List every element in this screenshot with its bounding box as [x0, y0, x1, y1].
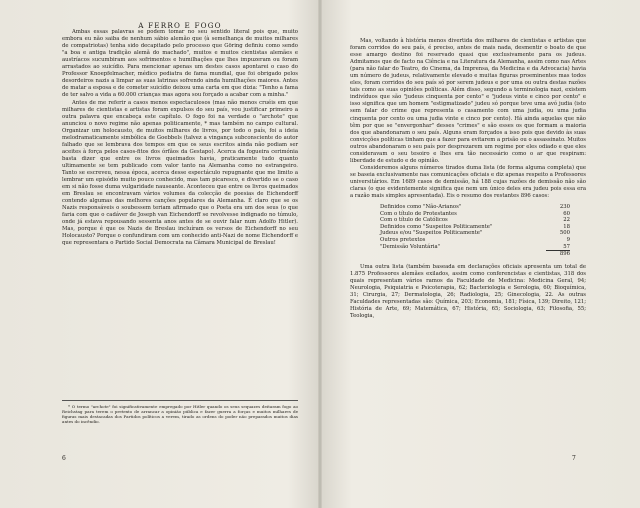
book-gutter [318, 0, 322, 508]
table-row-value: 57 [546, 244, 570, 252]
left-paragraph-2: Antes de me referir a casos menos espectaculosos (mas não menos cruéis em que milhares de cientistas e artistas foram expulsos do seu país, vou justificar primeiro a outra palavra que encabeça este capítulo. O fogo foi na verdade o "archote" que anunciou o novo regime não apenas politicamente, * mas também no campo cultural. Organizar um holocausto, de muitos milhares de livros, por todo o país, foi a ideia melodramaticamente simbólica de Goebbels (talvez a vingança subconsciente do autor falhado que se lembrava dos tempos em que os seus escritos ainda não podiam ser aceites à força pelos casos-fitos dos órfãos da Gestapo). Acerca da fogueira cerimónia basta dizer que entre os livros queimados havia, praticamente tudo quanto ultimamente se tem publicado com valor tanto na Alemanha como no estrangeiro. Tanto se escreveu, nessa época, acerca desse espectáculo repugnante que me limito a lembrar um episódio muito pouco conhecido, mas tam picaresco, e divertido se o caso em si não fosse duma vulgaridade nauseante. Aconteceu que entre os livros queimados em Breslau se encontravam vários volumes da colecção de poesias de Eichendorff contendo algumas das melhores canções populares da Alemanha. É claro que se os Nazis responsáveis o soubessem teriam afirmado que o Poeta era um dos seus (o que faria com que o cadáver de Joseph van Eichendorff se revolvesse indignado no túmulo, onde já estava repousando sessenta anos antes de se ouvir falar num Adolfo Hitler). Mas, porque é que os Nazis de Breslau incluíram os versos de Eichendorff no seu Holocausto? Porque o confundiram com um conhecido anti-Nazi de nome Eichendorff e que representara o Partido Social Democrata na Câmara Municipal de Breslau! [62, 99, 298, 247]
table-row [380, 204, 570, 211]
table-row [380, 217, 570, 224]
footnote [62, 400, 298, 424]
table-row-value: 60 [563, 210, 570, 217]
left-page [62, 22, 298, 248]
table-row-label: Outros pretextos [380, 237, 426, 244]
table-row-value: 230 [559, 204, 570, 211]
table-row-label: Com o título de Católicos [380, 217, 448, 224]
table-total: 896 [559, 251, 570, 258]
right-page [350, 38, 586, 320]
table-row [380, 237, 570, 244]
table-row-value: 22 [563, 217, 570, 224]
chapter-title: A FERRO E FOGO [138, 21, 222, 30]
right-paragraph-2: Consideremos alguns números tirados duma lista (de forma alguma completa) que se baseia exclusivamente nas comunicações oficiais e diz apenas respeito a Professores universitários. Em 1689 casos de demissão, há 188 cujas razões de demissão não são claras (o que evidentemente significa que nem um único deles era judeu pois essa era a razão mais simples apresentada). Eis o resumo dos restantes 896 casos: [350, 164, 586, 200]
right-paragraph-1: Mas, voltando à história menos divertida dos milhares de cientistas e artistas que foram corridos do seu país, é preciso, antes de mais nada, desmentir o boato de que esse amargo destino foi reservado quasi que exclusivamente para os judeus. Admitamos que de facto na Ciência e na Literatura da Alemanha, assim como nas Artes (para não falar do Teatro, do Cinema, da Imprensa, da Medicina e da Advocacia) havia um número de judeus, relativamente elevado e muitas figuras proeminentes mas todos eles, foram corridos do seu país só por serem judeus e por uma ou outra destas razões tais como as suas opiniões políticas. Além disso, segundo a terminologia nazi, existem indivíduos que são "judeus cinquenta por cento" e "judeus vinte e cinco por cento" e isso significa que um homem "estigmatizado" judeu só porque teve uma avó judia (isto sem falar do crime que representa o casamento com uma judia, ou uma judia cinquenta por cento ou uma judia vinte e cinco por cento). Há ainda aquelas que não têm por que se "envergonhar" desses "crimes" e são esses os que formam a maioria dos que abandonaram o seu país. Alguns eram forçados a isso pois que devido às suas convicções políticas tinham que a fazer para evitarem a prisão ou o assassinato. Muitos outros abandonaram o seu país por desprezarem um regime por eles odiado e que eles consideravam o seu tesoiro e lhes era tão necessário como o ar que respiram: liberdade de estudo e de opinião. [350, 38, 586, 164]
table-row-value: 18 [563, 223, 570, 230]
table-row-label: Com o título de Protestantes [380, 210, 457, 217]
table-row-label: Definidos como "Não-Arianos" [380, 204, 462, 211]
table-row [380, 230, 570, 237]
table-row-value: 9 [566, 237, 570, 244]
table-row-label: Definidos como "Suspeitos Politicamente" [380, 223, 493, 230]
page-number-right: 7 [572, 455, 576, 462]
dismissal-table [380, 204, 570, 258]
table-row-label: "Demissão Voluntária" [380, 243, 441, 250]
table-row-value: 500 [559, 230, 570, 237]
table-row-label: Judeus e/ou "Suspeitos Politicamente" [380, 230, 483, 237]
page-number-left: 6 [62, 455, 66, 462]
right-paragraph-3: Uma outra lista (também baseada em declarações oficiais apresenta um total de 1.875 Professores alemães exilados, assim como conferencistas e cientistas, 318 dos quais representam vários ramos da Faculdade de Medicina: Medicina Geral, 94; Neurologia, Psiquiatria e Psicoterapia, 62; Bacteriologia e Serologia, 60; Bioquímica, 31; Cirurgia, 27; Dermatologia, 26; Radiologia, 25; Ginecologia, 22. As outras Faculdades representadas são: Química, 203; Economia, 181; Física, 139; Direito, 121; História de Arte, 69; Matemática, 67; História, 65; Sociologia, 63; Filosofia, 55; Teologia, [350, 263, 586, 320]
table-total-row [380, 251, 570, 258]
table-row [380, 224, 570, 231]
footnote-text: * O termo "archote" foi significativamente empregado por Hitler quando os seus sequazes deitaram fogo ao Reichstag para terem o pretexto de arrancar a opinião pública e fazer guerra a forças e muitos milhares de figuras mais destacadas dos Partidos políticos a verem, tirado as ordens do poder não preparados muitos dias antes do incêndio. [62, 404, 298, 425]
left-paragraph-1: Ambas essas palavras se podem tomar no seu sentido literal pois que, muito embora eu não saiba de nenhum sábio alemão que (à semelhança de muitos milhares de compatriotas) tenha sido decapitado pelo processo que Göring definiu como sendo "a boa e antiga tradição alemã do machado", muitos e muitos cientistas alemães e austríacos sucumbiram aos sofrimentos e humilhações que lhes impuzeram ou foram arrastados ao suicídio. Para mencionar apenas um destes casos apontarei o caso do Professor Knoepfelmacher, médico pediatra de fama mundial, que foi obrigado pelos desordeiros nazis a limpar as suas latrinas sofrendo ainda humilhações maiores. Antes de matar a esposa e de cometer suicídio deixou uma carta em que dizia: "Tenho a fama de ter salvo a vida a 60.000 crianças mas agora sou forçado a acabar com a minha." [62, 29, 298, 99]
table-row [380, 244, 570, 252]
